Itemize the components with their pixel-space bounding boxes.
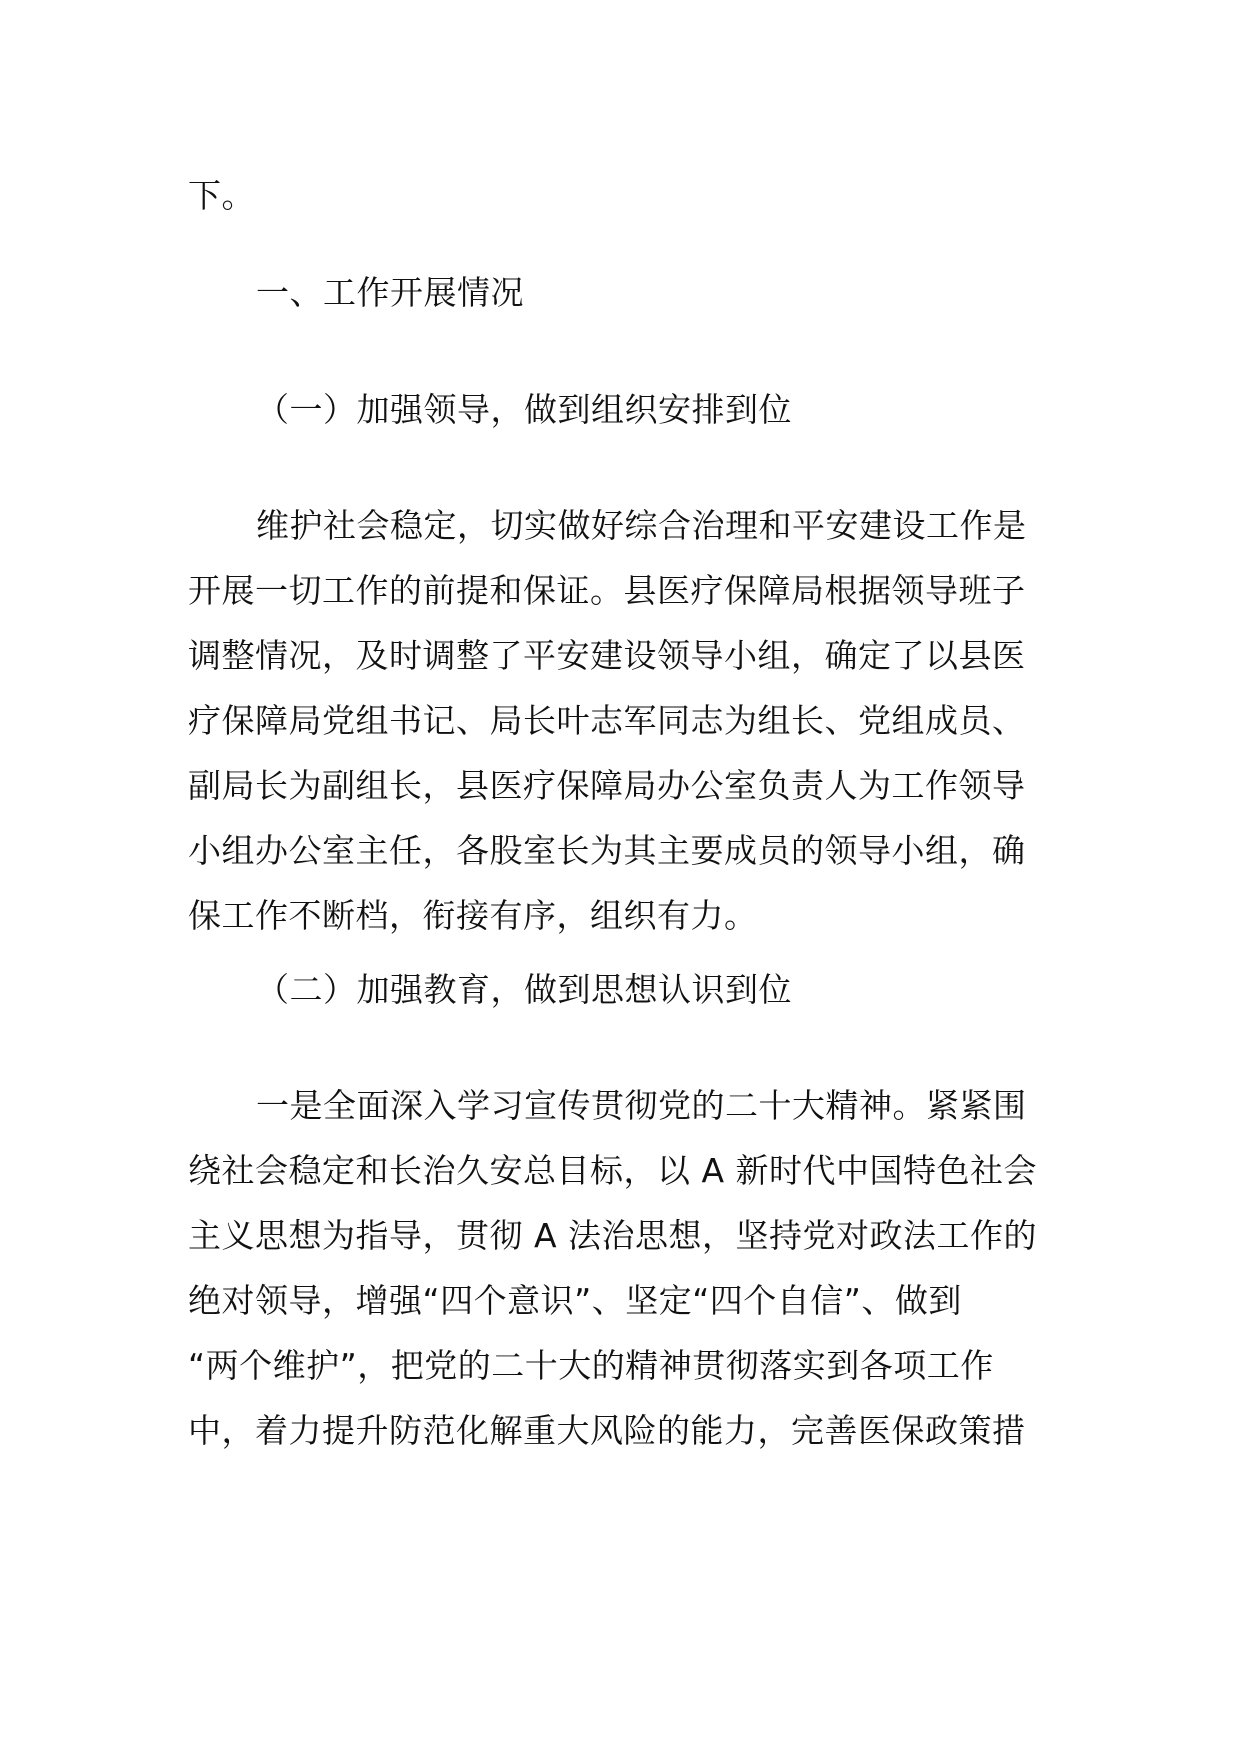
continuation-paragraph: [188, 163, 1056, 228]
paragraph-line: 维护社会稳定，切实做好综合治理和平安建设工作是: [256, 506, 1027, 545]
section-heading: 一、工作开展情况: [256, 273, 524, 312]
paragraph-line: 保工作不断档，衔接有序，组织有力。: [188, 896, 758, 935]
subsection-2-heading-block: [188, 957, 1056, 1022]
subsection-1-paragraph: [188, 493, 1056, 948]
paragraph-line: 调整情况，及时调整了平安建设领导小组，确定了以县医: [188, 636, 1026, 675]
subsection-2-heading: （二）加强教育，做到思想认识到位: [256, 970, 792, 1009]
section-heading-block: [188, 260, 1056, 325]
paragraph-line: 主义思想为指导，贯彻 A 法治思想，坚持党对政法工作的: [188, 1216, 1038, 1255]
paragraph-line: 绝对领导，增强“四个意识”、坚定“四个自信”、做到: [188, 1281, 962, 1320]
paragraph-line: 中，着力提升防范化解重大风险的能力，完善医保政策措: [188, 1411, 1026, 1450]
paragraph-line: 一是全面深入学习宣传贯彻党的二十大精神。紧紧围: [256, 1086, 1027, 1125]
paragraph-line: 绕社会稳定和长治久安总目标，以 A 新时代中国特色社会: [188, 1151, 1038, 1190]
continuation-text: 下。: [188, 176, 255, 215]
paragraph-line: “两个维护”，把党的二十大的精神贯彻落实到各项工作: [188, 1346, 994, 1385]
subsection-1-heading-block: [188, 377, 1056, 442]
paragraph-line: 开展一切工作的前提和保证。县医疗保障局根据领导班子: [188, 571, 1026, 610]
subsection-2-paragraph: [188, 1073, 1056, 1463]
subsection-1-heading: （一）加强领导，做到组织安排到位: [256, 390, 792, 429]
paragraph-line: 疗保障局党组书记、局长叶志军同志为组长、党组成员、: [188, 701, 1026, 740]
paragraph-line: 小组办公室主任，各股室长为其主要成员的领导小组，确: [188, 831, 1026, 870]
paragraph-line: 副局长为副组长，县医疗保障局办公室负责人为工作领导: [188, 766, 1026, 805]
